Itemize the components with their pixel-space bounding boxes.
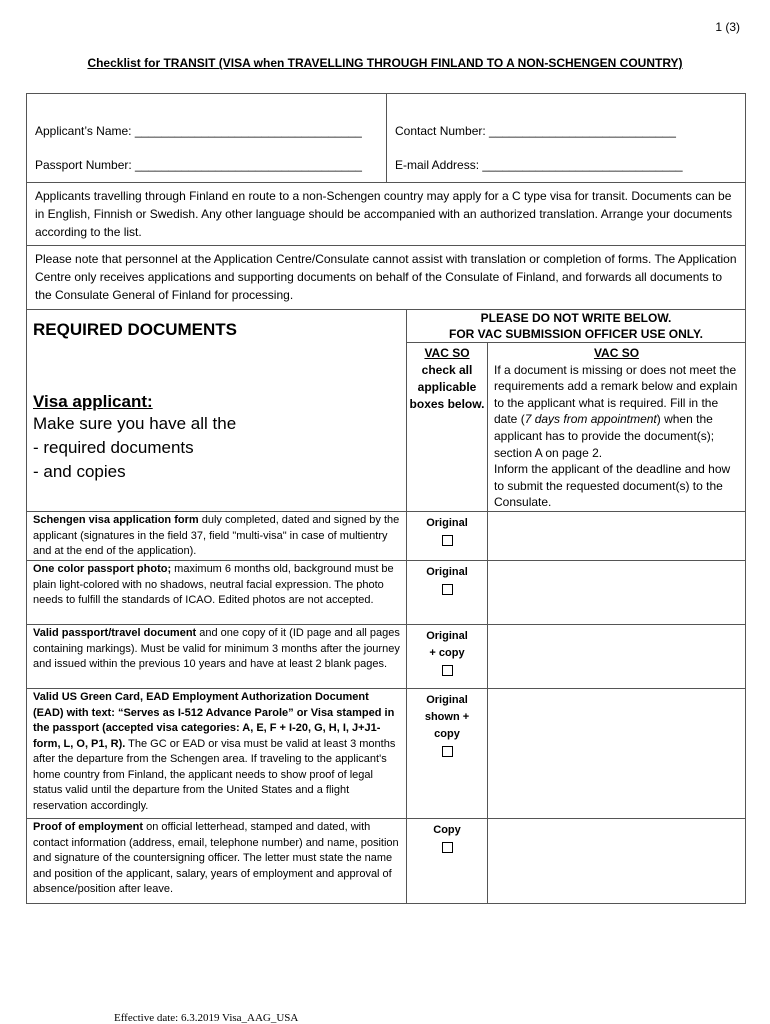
visa-applicant-title: Visa applicant:	[33, 392, 153, 411]
document-row-employment: Proof of employment on official letterhead, stamped and dated, with contact information (address, email, telephone number) and name, position and signature of the countersigning officer. The letter must state the name and position of the applicant, salary, years of employment and approval of absence/position after leave. Copy	[26, 819, 746, 904]
required-documents-section	[26, 310, 746, 512]
applicant-name-field[interactable]: Applicant’s Name: __________________________________	[35, 124, 362, 138]
checkbox[interactable]	[442, 665, 453, 676]
vac-header	[407, 310, 745, 342]
document-row-photo: One color passport photo; maximum 6 months old, background must be plain light-colored with no shadows, neutral facial expression. The photo needs to fulfill the standards of ICAO. Edited photos are not accepted. Original	[26, 561, 746, 625]
visa-line-1: Make sure you have all the	[33, 414, 237, 433]
checkbox[interactable]	[442, 842, 453, 853]
checkbox[interactable]	[442, 535, 453, 546]
page-number: 1 (3)	[715, 20, 740, 34]
document-row-passport: Valid passport/travel document and one copy of it (ID page and all pages containing markings). Must be valid for minimum 3 months after the journey and issued within the previous 10 years and have at least 2 blank pages. Original + copy	[26, 625, 746, 689]
vac-so-remark-label: VAC SO	[593, 346, 640, 360]
checkbox[interactable]	[442, 584, 453, 595]
vac-remark-instruction-2: Inform the applicant of the deadline and how to submit the requested document(s) to the Consulate.	[494, 462, 731, 510]
visa-line-2: - required documents	[33, 438, 194, 457]
vac-header-line-2: FOR VAC SUBMISSION OFFICER USE ONLY.	[448, 327, 704, 341]
document-requirement: Original	[426, 517, 468, 529]
page-title: Checklist for TRANSIT (VISA when TRAVELLING THROUGH FINLAND TO A NON-SCHENGEN COUNTRY)	[87, 56, 683, 70]
remark-cell[interactable]	[488, 819, 745, 903]
remark-cell[interactable]	[488, 689, 745, 818]
document-requirement: Copy	[433, 824, 461, 836]
remark-cell[interactable]	[488, 561, 745, 624]
remark-cell[interactable]	[488, 625, 745, 688]
email-address-field[interactable]: E-mail Address: ______________________________	[395, 158, 683, 172]
passport-number-field[interactable]: Passport Number: __________________________________	[35, 158, 362, 172]
applicant-fields	[26, 93, 746, 183]
intro-paragraph: Applicants travelling through Finland en route to a non-Schengen country may apply for a C type visa for transit. Documents can be in English, Finnish or Swedish. Any other language should be accompanied with an authorized translation. Arrange your documents according to the list.	[26, 183, 746, 246]
contact-number-field[interactable]: Contact Number: ____________________________	[395, 124, 676, 138]
vac-check-column-head	[407, 343, 488, 513]
checkbox[interactable]	[442, 746, 453, 757]
vac-check-instruction: check all applicable boxes below.	[409, 363, 485, 411]
document-row-application-form: Schengen visa application form duly completed, dated and signed by the applicant (signatures in the field 37, field "multi-visa" in case of multientry and at the end of the application). Original	[26, 512, 746, 561]
vac-header-line-1: PLEASE DO NOT WRITE BELOW.	[480, 311, 672, 325]
vac-so-label: VAC SO	[424, 346, 470, 360]
document-requirement: Original + copy	[426, 630, 468, 659]
vac-remark-column-head	[488, 343, 745, 513]
footer-effective-date: Effective date: 6.3.2019 Visa_AAG_USA	[114, 1012, 299, 1024]
required-documents-title: REQUIRED DOCUMENTS	[33, 320, 238, 339]
remark-cell[interactable]	[488, 512, 745, 560]
visa-line-3: - and copies	[33, 462, 126, 481]
document-row-green-card: Valid US Green Card, EAD Employment Authorization Document (EAD) with text: “Serves as I-512 Advance Parole” or Visa stamped in the passport (accepted visa categories: A, E, F + I-20, G, H, I, J+J1-form, L, O, P1, R). The GC or EAD or visa must be valid at least 3 months after the departure from the Schengen area. If traveling to the applicant's home country from Finland, the applicant needs to show proof of legal status valid until the departure from the United States and a flight reservation accordingly. Original shown + copy	[26, 689, 746, 819]
checklist-table	[26, 93, 746, 904]
notice-paragraph: Please note that personnel at the Application Centre/Consulate cannot assist with translation or completion of forms. The Application Centre only receives applications and supporting documents on behalf of the Consulate of Finland, and forwards all documents to the Consulate General of Finland for processing.	[26, 246, 746, 310]
document-requirement: Original	[426, 566, 468, 578]
document-requirement: Original shown + copy	[424, 694, 470, 740]
vac-remark-instruction: If a document is missing or does not meet the requirements add a remark below and explain to the applicant what is required. Fill in the date (7 days from appointment) when the applicant has to provide the document(s); section A on page 2.	[494, 362, 738, 460]
